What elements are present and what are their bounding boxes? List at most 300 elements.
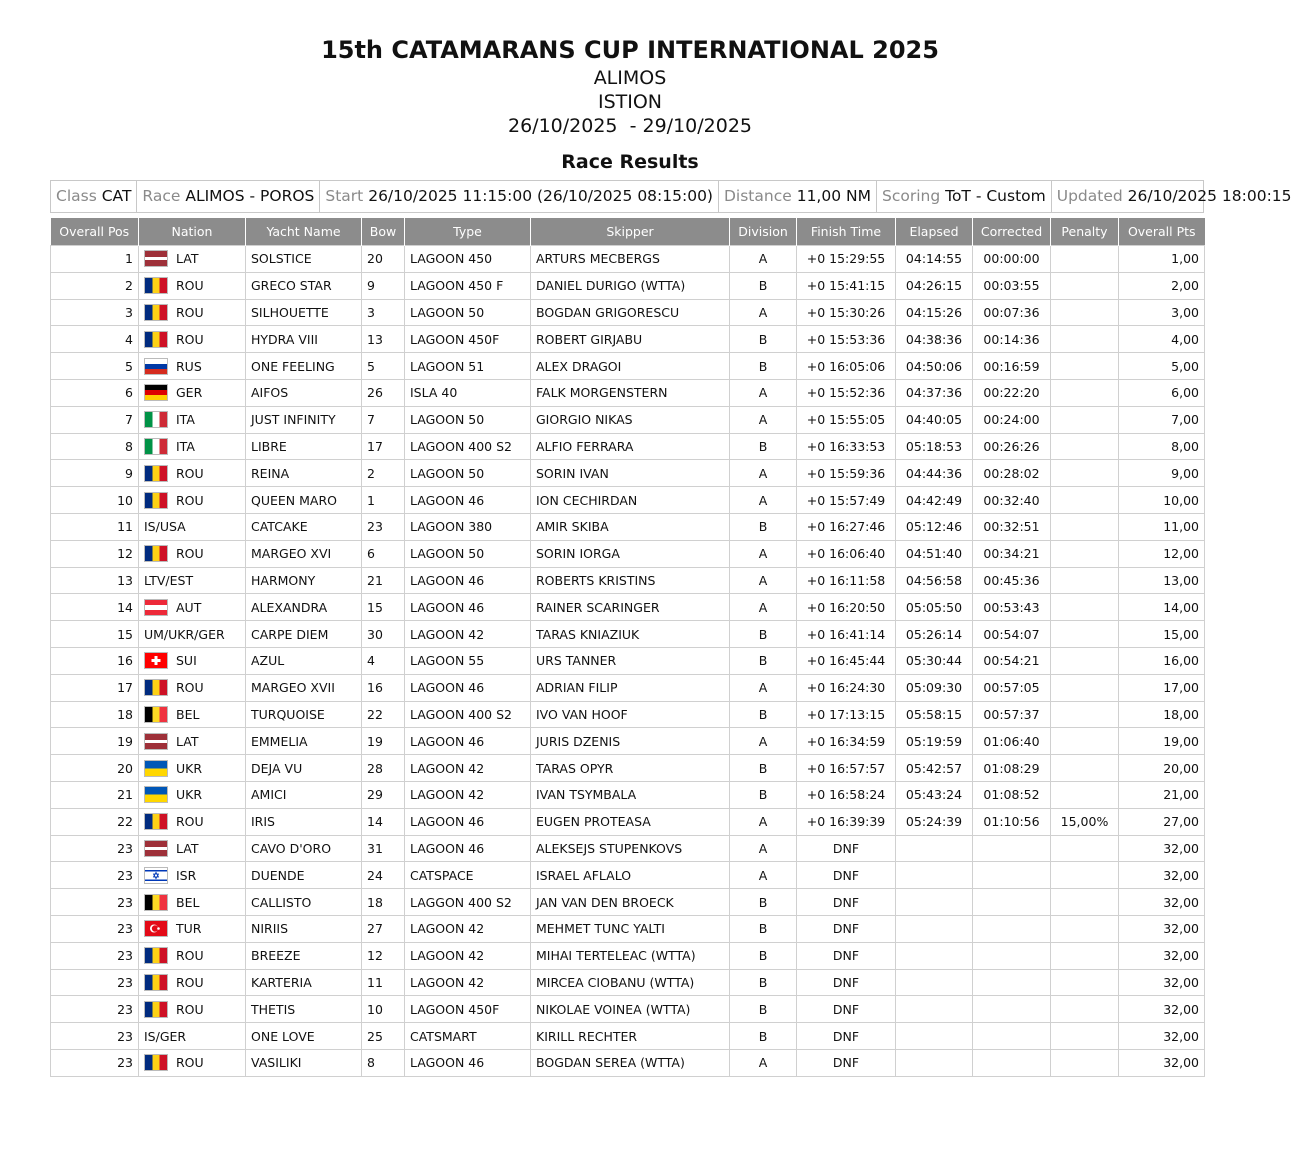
bow-cell: 22 [362,701,405,728]
skipper-cell: ADRIAN FILIP [531,674,730,701]
type-cell: CATSMART [405,1023,531,1050]
overall-pts-cell: 7,00 [1119,406,1205,433]
elapsed-cell: 05:24:39 [896,808,973,835]
finish-time-cell: +0 16:57:57 [797,755,896,782]
flag-icon [144,679,168,696]
division-cell: A [730,246,797,273]
division-cell: A [730,540,797,567]
table-row [51,889,1205,916]
nation-code: SUI [176,653,197,669]
overall-pts-cell: 10,00 [1119,487,1205,514]
yacht-name-cell: MARGEO XVII [246,674,362,701]
flag-icon [144,974,168,991]
elapsed-cell [896,942,973,969]
division-cell: B [730,513,797,540]
nation-cell [139,728,246,755]
bow-cell: 13 [362,326,405,353]
division-cell: B [730,755,797,782]
corrected-cell: 00:03:55 [973,272,1051,299]
overall-pos-cell: 3 [51,299,139,326]
overall-pts-cell: 3,00 [1119,299,1205,326]
elapsed-cell: 04:44:36 [896,460,973,487]
division-cell: B [730,621,797,648]
overall-pts-cell: 32,00 [1119,996,1205,1023]
yacht-name-cell: DEJA VU [246,755,362,782]
overall-pos-cell: 4 [51,326,139,353]
nation-code: UM/UKR/GER [144,626,225,642]
division-cell: B [730,1023,797,1050]
type-cell: LAGOON 42 [405,969,531,996]
corrected-cell: 01:08:52 [973,781,1051,808]
overall-pos-cell: 18 [51,701,139,728]
elapsed-cell: 05:12:46 [896,513,973,540]
finish-time-cell: +0 16:06:40 [797,540,896,567]
corrected-cell: 01:10:56 [973,808,1051,835]
table-row [51,969,1205,996]
yacht-name-cell: AZUL [246,647,362,674]
penalty-cell [1051,862,1119,889]
nation-cell [139,808,246,835]
table-row [51,781,1205,808]
skipper-cell: AMIR SKIBA [531,513,730,540]
overall-pts-cell: 1,00 [1119,246,1205,273]
corrected-cell: 00:32:51 [973,513,1051,540]
column-header: Nation [139,218,246,246]
yacht-name-cell: CAVO D'ORO [246,835,362,862]
nation-code: ROU [176,1055,204,1071]
bow-cell: 14 [362,808,405,835]
corrected-cell: 00:00:00 [973,246,1051,273]
skipper-cell: IVO VAN HOOF [531,701,730,728]
skipper-cell: ISRAEL AFLALO [531,862,730,889]
nation-code: ROU [176,974,204,990]
nation-cell [139,433,246,460]
column-header: Type [405,218,531,246]
corrected-cell: 00:14:36 [973,326,1051,353]
nation-code: ITA [176,412,195,428]
nation-code: UKR [176,760,203,776]
skipper-cell: MEHMET TUNC YALTI [531,915,730,942]
overall-pts-cell: 20,00 [1119,755,1205,782]
type-cell: LAGOON 450F [405,326,531,353]
yacht-name-cell: VASILIKI [246,1049,362,1076]
finish-time-cell: DNF [797,996,896,1023]
type-cell: LAGOON 450 [405,246,531,273]
flag-icon [144,867,168,884]
elapsed-cell: 05:19:59 [896,728,973,755]
bow-cell: 3 [362,299,405,326]
race-info: Race ALIMOS - POROS [137,181,320,212]
overall-pts-cell: 32,00 [1119,862,1205,889]
table-row [51,996,1205,1023]
overall-pts-cell: 32,00 [1119,942,1205,969]
type-cell: LAGOON 46 [405,835,531,862]
penalty-cell: 15,00% [1051,808,1119,835]
class-info: Class CAT [51,181,137,212]
elapsed-cell [896,862,973,889]
overall-pos-cell: 23 [51,942,139,969]
penalty-cell [1051,460,1119,487]
table-row [51,674,1205,701]
nation-cell [139,647,246,674]
nation-code: ROU [176,680,204,696]
overall-pos-cell: 6 [51,379,139,406]
overall-pos-cell: 5 [51,353,139,380]
type-cell: LAGOON 42 [405,942,531,969]
type-cell: LAGOON 50 [405,406,531,433]
penalty-cell [1051,728,1119,755]
finish-time-cell: DNF [797,889,896,916]
table-row [51,835,1205,862]
elapsed-cell: 04:38:36 [896,326,973,353]
overall-pts-cell: 5,00 [1119,353,1205,380]
yacht-name-cell: SILHOUETTE [246,299,362,326]
skipper-cell: SORIN IVAN [531,460,730,487]
type-cell: LAGOON 46 [405,674,531,701]
nation-cell [139,969,246,996]
table-row [51,647,1205,674]
type-cell: LAGOON 46 [405,594,531,621]
flag-icon [144,465,168,482]
division-cell: B [730,915,797,942]
bow-cell: 6 [362,540,405,567]
division-cell: B [730,996,797,1023]
skipper-cell: ION CECHIRDAN [531,487,730,514]
column-header: Elapsed [896,218,973,246]
nation-code: BEL [176,894,200,910]
nation-cell [139,513,246,540]
nation-code: GER [176,385,203,401]
bow-cell: 15 [362,594,405,621]
division-cell: B [730,942,797,969]
overall-pos-cell: 1 [51,246,139,273]
overall-pos-cell: 7 [51,406,139,433]
division-cell: A [730,674,797,701]
type-cell: LAGOON 50 [405,299,531,326]
type-cell: LAGOON 46 [405,728,531,755]
column-header: Overall Pos [51,218,139,246]
overall-pos-cell: 19 [51,728,139,755]
division-cell: A [730,835,797,862]
penalty-cell [1051,969,1119,996]
yacht-name-cell: JUST INFINITY [246,406,362,433]
overall-pts-cell: 16,00 [1119,647,1205,674]
elapsed-cell: 05:26:14 [896,621,973,648]
division-cell: B [730,889,797,916]
yacht-name-cell: AMICI [246,781,362,808]
elapsed-cell: 05:09:30 [896,674,973,701]
organizer: ISTION [597,91,663,113]
bow-cell: 11 [362,969,405,996]
nation-cell [139,353,246,380]
corrected-cell [973,1023,1051,1050]
penalty-cell [1051,915,1119,942]
elapsed-cell [896,969,973,996]
finish-time-cell: +0 16:11:58 [797,567,896,594]
column-header: Overall Pts [1119,218,1205,246]
finish-time-cell: +0 16:20:50 [797,594,896,621]
bow-cell: 4 [362,647,405,674]
nation-cell [139,246,246,273]
nation-code: LAT [176,251,199,267]
penalty-cell [1051,513,1119,540]
column-header: Division [730,218,797,246]
scoring-info: Scoring ToT - Custom [877,181,1052,212]
type-cell: ISLA 40 [405,379,531,406]
finish-time-cell: +0 15:52:36 [797,379,896,406]
elapsed-cell: 05:30:44 [896,647,973,674]
table-row [51,594,1205,621]
skipper-cell: IVAN TSYMBALA [531,781,730,808]
finish-time-cell: DNF [797,835,896,862]
table-row [51,246,1205,273]
nation-code: ROU [176,331,204,347]
division-cell: B [730,353,797,380]
flag-icon [144,840,168,857]
nation-cell [139,862,246,889]
corrected-cell: 00:26:26 [973,433,1051,460]
nation-code: IS/USA [144,519,186,535]
nation-cell [139,460,246,487]
overall-pos-cell: 23 [51,889,139,916]
table-row [51,379,1205,406]
table-row [51,808,1205,835]
corrected-cell [973,942,1051,969]
bow-cell: 26 [362,379,405,406]
yacht-name-cell: NIRIIS [246,915,362,942]
corrected-cell: 00:53:43 [973,594,1051,621]
elapsed-cell: 04:15:26 [896,299,973,326]
skipper-cell: NIKOLAE VOINEA (WTTA) [531,996,730,1023]
elapsed-cell [896,1023,973,1050]
bow-cell: 18 [362,889,405,916]
penalty-cell [1051,487,1119,514]
distance-info: Distance 11,00 NM [719,181,877,212]
penalty-cell [1051,889,1119,916]
elapsed-cell: 04:40:05 [896,406,973,433]
penalty-cell [1051,674,1119,701]
bow-cell: 28 [362,755,405,782]
nation-cell [139,326,246,353]
division-cell: B [730,781,797,808]
column-header: Yacht Name [246,218,362,246]
overall-pos-cell: 23 [51,996,139,1023]
flag-icon [144,894,168,911]
flag-icon [144,411,168,428]
nation-cell [139,406,246,433]
yacht-name-cell: LIBRE [246,433,362,460]
type-cell: LAGOON 450 F [405,272,531,299]
finish-time-cell: DNF [797,1023,896,1050]
overall-pos-cell: 9 [51,460,139,487]
overall-pts-cell: 13,00 [1119,567,1205,594]
corrected-cell [973,915,1051,942]
elapsed-cell: 04:42:49 [896,487,973,514]
overall-pts-cell: 15,00 [1119,621,1205,648]
table-row [51,755,1205,782]
page-title: 15th CATAMARANS CUP INTERNATIONAL 2025 [321,36,939,64]
corrected-cell: 00:28:02 [973,460,1051,487]
overall-pts-cell: 32,00 [1119,889,1205,916]
corrected-cell: 00:16:59 [973,353,1051,380]
corrected-cell [973,889,1051,916]
nation-cell [139,755,246,782]
overall-pos-cell: 8 [51,433,139,460]
type-cell: LAGOON 50 [405,460,531,487]
elapsed-cell: 04:14:55 [896,246,973,273]
division-cell: A [730,487,797,514]
bow-cell: 31 [362,835,405,862]
bow-cell: 20 [362,246,405,273]
finish-time-cell: +0 15:55:05 [797,406,896,433]
flag-icon [144,947,168,964]
bow-cell: 16 [362,674,405,701]
elapsed-cell [896,915,973,942]
skipper-cell: SORIN IORGA [531,540,730,567]
division-cell: B [730,969,797,996]
type-cell: LAGOON 380 [405,513,531,540]
table-row [51,942,1205,969]
elapsed-cell: 05:05:50 [896,594,973,621]
nation-code: RUS [176,358,202,374]
elapsed-cell: 04:50:06 [896,353,973,380]
penalty-cell [1051,1049,1119,1076]
yacht-name-cell: MARGEO XVI [246,540,362,567]
nation-cell [139,996,246,1023]
corrected-cell: 00:54:07 [973,621,1051,648]
yacht-name-cell: TURQUOISE [246,701,362,728]
penalty-cell [1051,647,1119,674]
elapsed-cell: 05:42:57 [896,755,973,782]
division-cell: A [730,299,797,326]
finish-time-cell: +0 16:27:46 [797,513,896,540]
nation-cell [139,781,246,808]
nation-code: ROU [176,304,204,320]
yacht-name-cell: REINA [246,460,362,487]
penalty-cell [1051,755,1119,782]
skipper-cell: GIORGIO NIKAS [531,406,730,433]
type-cell: LAGOON 55 [405,647,531,674]
finish-time-cell: +0 16:24:30 [797,674,896,701]
corrected-cell [973,1049,1051,1076]
overall-pos-cell: 21 [51,781,139,808]
nation-code: IS/GER [144,1028,187,1044]
nation-code: ROU [176,546,204,562]
overall-pos-cell: 17 [51,674,139,701]
division-cell: A [730,406,797,433]
overall-pos-cell: 16 [51,647,139,674]
elapsed-cell: 05:58:15 [896,701,973,728]
column-header: Finish Time [797,218,896,246]
flag-icon [144,384,168,401]
overall-pts-cell: 6,00 [1119,379,1205,406]
table-row [51,406,1205,433]
elapsed-cell [896,835,973,862]
yacht-name-cell: HARMONY [246,567,362,594]
skipper-cell: JAN VAN DEN BROECK [531,889,730,916]
bow-cell: 9 [362,272,405,299]
finish-time-cell: +0 15:30:26 [797,299,896,326]
skipper-cell: JURIS DZENIS [531,728,730,755]
corrected-cell: 00:22:20 [973,379,1051,406]
finish-time-cell: +0 15:29:55 [797,246,896,273]
penalty-cell [1051,299,1119,326]
yacht-name-cell: KARTERIA [246,969,362,996]
nation-code: TUR [176,921,202,937]
flag-icon [144,438,168,455]
overall-pos-cell: 12 [51,540,139,567]
yacht-name-cell: HYDRA VIII [246,326,362,353]
nation-code: ROU [176,814,204,830]
penalty-cell [1051,406,1119,433]
overall-pos-cell: 23 [51,1023,139,1050]
overall-pos-cell: 22 [51,808,139,835]
skipper-cell: TARAS OPYR [531,755,730,782]
overall-pts-cell: 4,00 [1119,326,1205,353]
yacht-name-cell: DUENDE [246,862,362,889]
finish-time-cell: DNF [797,942,896,969]
overall-pts-cell: 11,00 [1119,513,1205,540]
nation-cell [139,889,246,916]
results-subtitle: Race Results [561,151,699,173]
type-cell: CATSPACE [405,862,531,889]
yacht-name-cell: GRECO STAR [246,272,362,299]
table-row [51,433,1205,460]
skipper-cell: BOGDAN GRIGORESCU [531,299,730,326]
finish-time-cell: +0 15:59:36 [797,460,896,487]
nation-cell [139,674,246,701]
yacht-name-cell: CARPE DIEM [246,621,362,648]
flag-icon [144,358,168,375]
nation-code: ROU [176,948,204,964]
overall-pos-cell: 20 [51,755,139,782]
skipper-cell: DANIEL DURIGO (WTTA) [531,272,730,299]
skipper-cell: ROBERT GIRJABU [531,326,730,353]
nation-cell [139,1049,246,1076]
overall-pts-cell: 2,00 [1119,272,1205,299]
flag-icon [144,1054,168,1071]
overall-pts-cell: 12,00 [1119,540,1205,567]
bow-cell: 21 [362,567,405,594]
elapsed-cell [896,889,973,916]
bow-cell: 2 [362,460,405,487]
type-cell: LAGOON 50 [405,540,531,567]
penalty-cell [1051,621,1119,648]
skipper-cell: MIRCEA CIOBANU (WTTA) [531,969,730,996]
finish-time-cell: +0 16:33:53 [797,433,896,460]
overall-pts-cell: 18,00 [1119,701,1205,728]
bow-cell: 17 [362,433,405,460]
nation-cell [139,915,246,942]
nation-code: ROU [176,465,204,481]
bow-cell: 8 [362,1049,405,1076]
nation-code: BEL [176,706,200,722]
nation-cell [139,540,246,567]
flag-icon [144,304,168,321]
table-row [51,353,1205,380]
flag-icon [144,250,168,267]
flag-icon [144,1001,168,1018]
penalty-cell [1051,326,1119,353]
penalty-cell [1051,379,1119,406]
nation-cell [139,1023,246,1050]
table-row [51,513,1205,540]
elapsed-cell: 04:37:36 [896,379,973,406]
flag-icon [144,277,168,294]
overall-pos-cell: 13 [51,567,139,594]
finish-time-cell: +0 16:41:14 [797,621,896,648]
finish-time-cell: +0 17:13:15 [797,701,896,728]
